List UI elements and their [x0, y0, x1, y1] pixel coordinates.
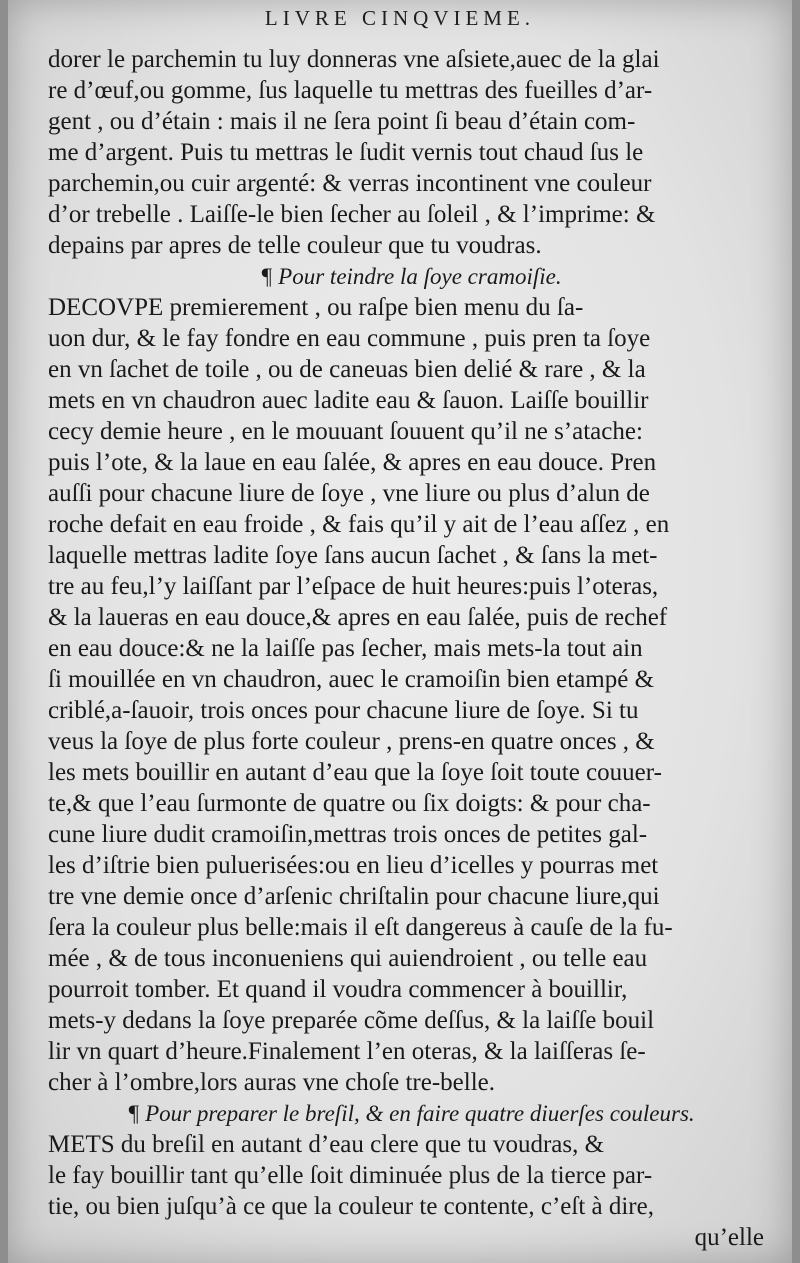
page-text: [48, 44, 774, 1253]
text-line: en eau douce:& ne la laiſſe pas ſecher, mais mets-la tout ain: [48, 635, 643, 662]
text-line: les mets bouillir en autant d’eau que la ſoye ſoit toute couuer-: [48, 759, 662, 786]
text-line: DECOVPE premierement , ou raſpe bien menu du ſa-: [48, 294, 584, 321]
text-line: en vn ſachet de toile , ou de caneuas bien delié & rare , & la: [48, 356, 646, 383]
text-line: te,& que l’eau ſurmonte de quatre ou ſix doigts: & pour cha-: [48, 790, 651, 817]
text-line: criblé,a-ſauoir, trois onces pour chacune liure de ſoye. Si tu: [48, 697, 639, 724]
text-line: tre au feu,l’y laiſſant par l’eſpace de huit heures:puis l’oteras,: [48, 573, 659, 600]
text-line: roche defait en eau froide , & fais qu’il y ait de l’eau aſſez , en: [48, 511, 670, 538]
text-line: parchemin,ou cuir argenté: & verras incontinent vne couleur: [48, 170, 652, 197]
section-heading: ¶ Pour preparer le breſil, & en faire quatre diuerſes couleurs.: [127, 1101, 695, 1126]
text-line: cher à l’ombre,lors auras vne choſe tre-belle.: [48, 1069, 496, 1096]
text-line: me d’argent. Puis tu mettras le ſudit vernis tout chaud ſus le: [48, 139, 644, 166]
book-page: [8, 0, 792, 1263]
text-line: METS du breſil en autant d’eau clere que tu voudras, &: [48, 1131, 605, 1158]
text-line: gent , ou d’étain : mais il ne ſera point ſi beau d’étain com-: [48, 108, 636, 135]
text-line: cecy demie heure , en le mouuant ſouuent qu’il ne s’atache:: [48, 418, 643, 445]
text-line: lir vn quart d’heure.Finalement l’en oteras, & la laiſſeras ſe-: [48, 1038, 646, 1065]
text-line: tie, ou bien juſqu’à ce que la couleur te contente, c’eſt à dire,: [48, 1193, 654, 1220]
text-line: re d’œuf,ou gomme, ſus laquelle tu mettras des fueilles d’ar-: [48, 77, 653, 104]
text-line: & la laueras en eau douce,& apres en eau ſalée, puis de rechef: [48, 604, 668, 631]
text-line: veus la ſoye de plus forte couleur , prens-en quatre onces , &: [48, 728, 655, 755]
text-line: mets-y dedans la ſoye preparée cõme deſſus, & la laiſſe bouil: [48, 1007, 655, 1034]
text-line: tre vne demie once d’arſenic chriſtalin pour chacune liure,qui: [48, 883, 660, 910]
text-line: dorer le parchemin tu luy donneras vne aſsiete,auec de la glai: [48, 46, 660, 73]
text-line: uon dur, & le fay fondre en eau commune , puis pren ta ſoye: [48, 325, 651, 352]
text-line: ſera la couleur plus belle:mais il eſt dangereus à cauſe de la fu-: [48, 914, 673, 941]
text-line: ſi mouillée en vn chaudron, auec le cramoiſin bien etampé &: [48, 666, 655, 693]
text-line: cune liure dudit cramoiſin,mettras trois onces de petites gal-: [48, 821, 648, 848]
text-line: le fay bouillir tant qu’elle ſoit diminuée plus de la tierce par-: [48, 1162, 653, 1189]
text-line: auſſi pour chacune liure de ſoye , vne liure ou plus d’alun de: [48, 480, 650, 507]
text-line: d’or trebelle . Laiſſe-le bien ſecher au ſoleil , & l’imprime: &: [48, 201, 656, 228]
text-line: pourroit tomber. Et quand il voudra commencer à bouillir,: [48, 976, 628, 1003]
text-line: laquelle mettras ladite ſoye ſans aucun ſachet , & ſans la met-: [48, 542, 658, 569]
catchword: qu’elle: [694, 1224, 764, 1251]
text-line: mets en vn chaudron auec ladite eau & ſauon. Laiſſe bouillir: [48, 387, 649, 414]
text-line: depains par apres de telle couleur que tu voudras.: [48, 232, 542, 259]
text-line: les d’iſtrie bien puluerisées:ou en lieu d’icelles y pourras met: [48, 852, 659, 879]
text-line: mée , & de tous inconueniens qui auiendroient , ou telle eau: [48, 945, 648, 972]
section-heading: ¶ Pour teindre la ſoye cramoiſie.: [260, 264, 562, 289]
text-line: puis l’ote, & la laue en eau ſalée, & apres en eau douce. Pren: [48, 449, 657, 476]
running-header: LIVRE CINQVIEME.: [264, 6, 536, 30]
